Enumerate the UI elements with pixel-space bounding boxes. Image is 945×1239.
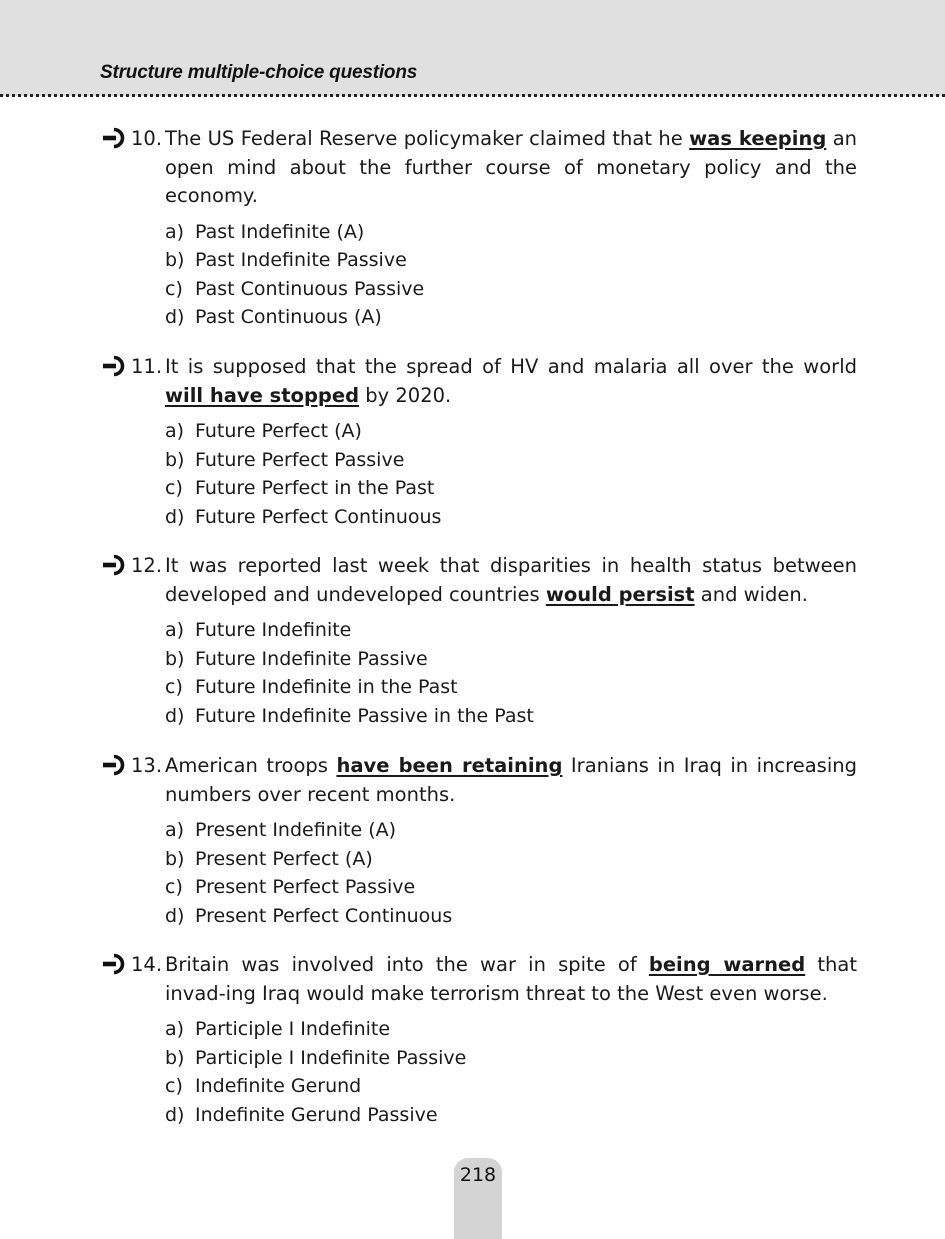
question-10 <box>103 125 863 332</box>
option-b[interactable]: b) Present Perfect (A) <box>165 847 373 870</box>
question-14 <box>103 951 863 1129</box>
answer-options <box>165 218 863 332</box>
option-c[interactable]: c) Future Perfect in the Past <box>165 477 435 499</box>
question-number: 14. <box>131 953 163 976</box>
option-c[interactable]: c) Past Continuous Passive <box>165 277 425 300</box>
question-text: American troops have been retaining Iranians in Iraq in increasing numbers over recent months. <box>165 754 857 806</box>
answer-options <box>165 816 863 930</box>
page-number: 218 <box>459 1164 497 1186</box>
highlighted-phrase: would persist <box>545 582 695 606</box>
option-b[interactable]: b) Future Perfect Passive <box>165 448 405 471</box>
option-d[interactable]: d) Future Indefinite Passive in the Past <box>165 704 534 727</box>
question-number: 13. <box>131 754 163 777</box>
page-number-tab <box>454 1158 502 1239</box>
question-text: Britain was involved into the war in spite of being warned that invad-ing Iraq would make terrorism threat to the West even worse. <box>165 953 857 1005</box>
section-title: Structure multiple-choice questions <box>100 62 418 83</box>
option-b[interactable]: b) Future Indefinite Passive <box>165 647 428 670</box>
arrow-right-icon <box>103 355 125 377</box>
option-c[interactable]: c) Indefinite Gerund <box>165 1075 362 1097</box>
option-c[interactable]: c) Future Indefinite in the Past <box>165 676 458 698</box>
question-number: 10. <box>131 127 163 150</box>
question-number: 12. <box>131 554 163 577</box>
option-d[interactable]: d) Indefinite Gerund Passive <box>165 1103 438 1126</box>
arrow-right-icon <box>103 953 125 975</box>
highlighted-phrase: was keeping <box>689 127 827 150</box>
arrow-right-icon <box>103 554 125 576</box>
option-b[interactable]: b) Past Indefinite Passive <box>165 249 407 271</box>
highlighted-phrase: will have stopped <box>165 383 360 407</box>
question-13 <box>103 752 863 930</box>
option-d[interactable]: d) Past Continuous (A) <box>165 306 382 328</box>
option-a[interactable]: a) Present Indefinite (A) <box>165 819 397 841</box>
question-number: 11. <box>131 355 163 378</box>
option-a[interactable]: a) Future Indefinite <box>165 619 352 641</box>
question-11 <box>103 353 863 531</box>
option-b[interactable]: b) Participle I Indefinite Passive <box>165 1046 467 1069</box>
answer-options <box>165 616 863 730</box>
option-d[interactable]: d) Future Perfect Continuous <box>165 505 442 528</box>
option-a[interactable]: a) Past Indefinite (A) <box>165 220 365 243</box>
option-a[interactable]: a) Future Perfect (A) <box>165 420 362 442</box>
option-a[interactable]: a) Participle I Indefinite <box>165 1018 391 1040</box>
highlighted-phrase: being warned <box>648 953 806 976</box>
option-d[interactable]: d) Present Perfect Continuous <box>165 904 453 927</box>
question-text: It was reported last week that disparities in health status between developed and undeveloped countries would persist and widen. <box>165 554 857 606</box>
option-c[interactable]: c) Present Perfect Passive <box>165 876 416 898</box>
highlighted-phrase: have been retaining <box>336 754 563 777</box>
answer-options <box>165 1015 863 1129</box>
answer-options <box>165 417 863 531</box>
question-12 <box>103 552 863 730</box>
arrow-right-icon <box>103 127 125 149</box>
question-text: The US Federal Reserve policymaker claimed that he was keeping an open mind about the further course of monetary policy and the economy. <box>165 127 857 207</box>
arrow-right-icon <box>103 754 125 776</box>
dotted-divider <box>0 94 945 97</box>
question-text: It is supposed that the spread of HV and malaria all over the world will have stopped by 2020. <box>165 355 857 407</box>
